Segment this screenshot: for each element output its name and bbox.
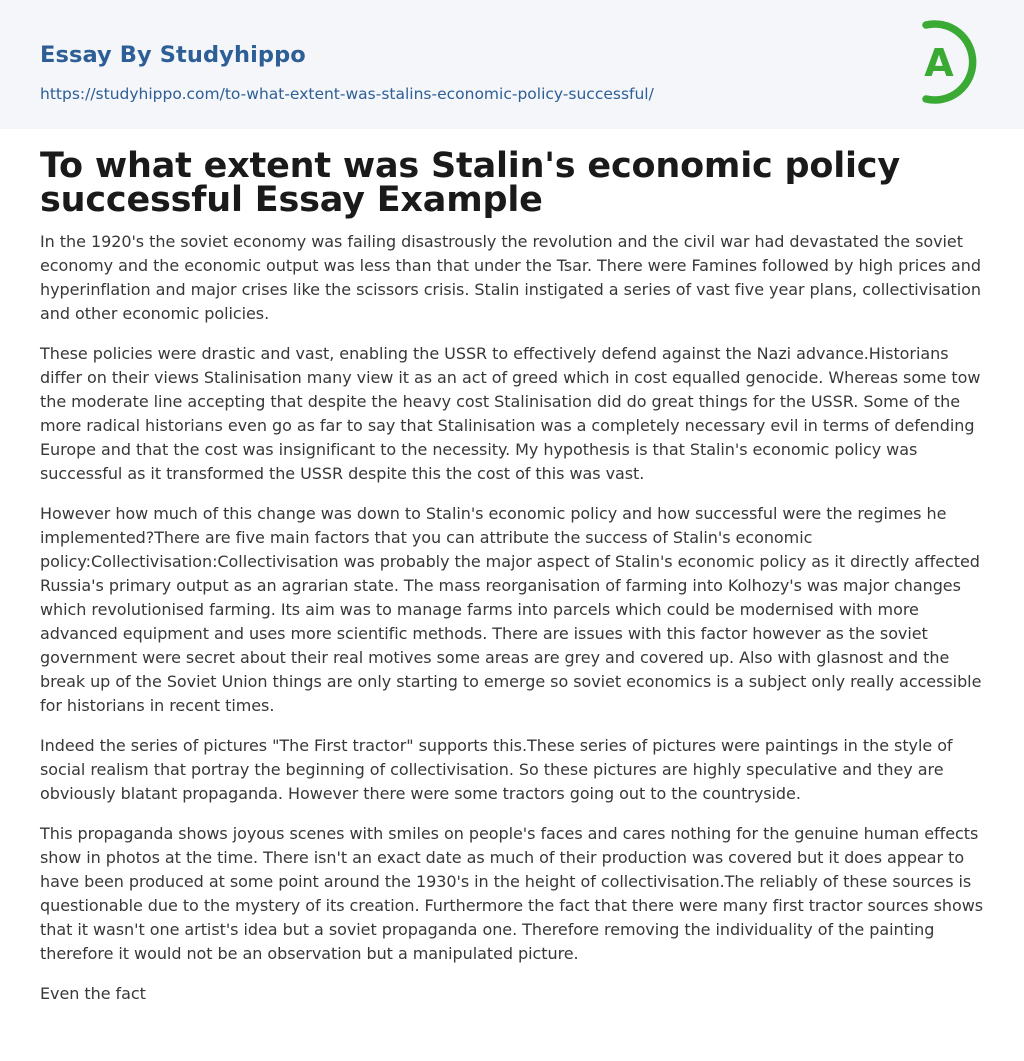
studyhippo-logo-icon[interactable] xyxy=(913,19,987,105)
logo-letter: A xyxy=(924,41,954,85)
article-url-link[interactable]: https://studyhippo.com/to-what-extent-was-stalins-economic-policy-successful/ xyxy=(40,85,654,103)
paragraph: In the 1920's the soviet economy was failing disastrously the revolution and the civil war had devastated the soviet economy and the economic output was less than that under the Tsar. There were Famines followed by high prices and hyperinflation and major crises like the scissors crisis. Stalin instigated a series of vast five year plans, collectivisation and other economic policies. xyxy=(40,232,982,323)
site-header xyxy=(0,0,1024,129)
paragraph: Indeed the series of pictures "The First tractor" supports this.These series of pictures were paintings in the style of social realism that portray the beginning of collectivisation. So these pictures are highly speculative and they are obviously blatant propaganda. However there were some tractors going out to the countryside. xyxy=(40,736,953,803)
paragraph: This propaganda shows joyous scenes with smiles on people's faces and cares nothing for the genuine human effects show in photos at the time. There isn't an exact date as much of their production was covered but it does appear to have been produced at some point around the 1930's in the height of collectivisation.The reliably of these sources is questionable due to the mystery of its creation. Furthermore the fact that there were many first tractor sources shows that it wasn't one artist's idea but a soviet propaganda one. Therefore removing the individuality of the painting therefore it would not be an observation but a manipulated picture. xyxy=(40,824,984,963)
paragraph: Even the fact xyxy=(40,984,146,1003)
paragraph: These policies were drastic and vast, enabling the USSR to effectively defend against the Nazi advance.Historians differ on their views Stalinisation many view it as an act of greed which in cost equalled genocide. Whereas some tow the moderate line accepting that despite the heavy cost Stalinisation did do great things for the USSR. Some of the more radical historians even go as far to say that Stalinisation was a completely necessary evil in terms of defending Europe and that the cost was insignificant to the necessity. My hypothesis is that Stalin's economic policy was successful as it transformed the USSR despite this the cost of this was vast. xyxy=(40,344,981,483)
article xyxy=(0,129,1024,1006)
brand-title[interactable]: Essay By Studyhippo xyxy=(40,42,306,68)
article-title: To what extent was Stalin's economic policy successful Essay Example xyxy=(40,146,900,220)
paragraph: However how much of this change was down to Stalin's economic policy and how successful were the regimes he implemented?There are five main factors that you can attribute the success of Stalin's economic policy:Collectivisation:Collectivisation was probably the major aspect of Stalin's economic policy as it directly affected Russia's primary output as an agrarian state. The mass reorganisation of farming into Kolhozy's was major changes which revolutionised farming. Its aim was to manage farms into parcels which could be modernised with more advanced equipment and uses more scientific methods. There are issues with this factor however as the soviet government were secret about their real motives some areas are grey and covered up. Also with glasnost and the break up of the Soviet Union things are only starting to emerge so soviet economics is a subject only really accessible for historians in recent times. xyxy=(40,504,982,715)
article-body xyxy=(40,230,985,1006)
